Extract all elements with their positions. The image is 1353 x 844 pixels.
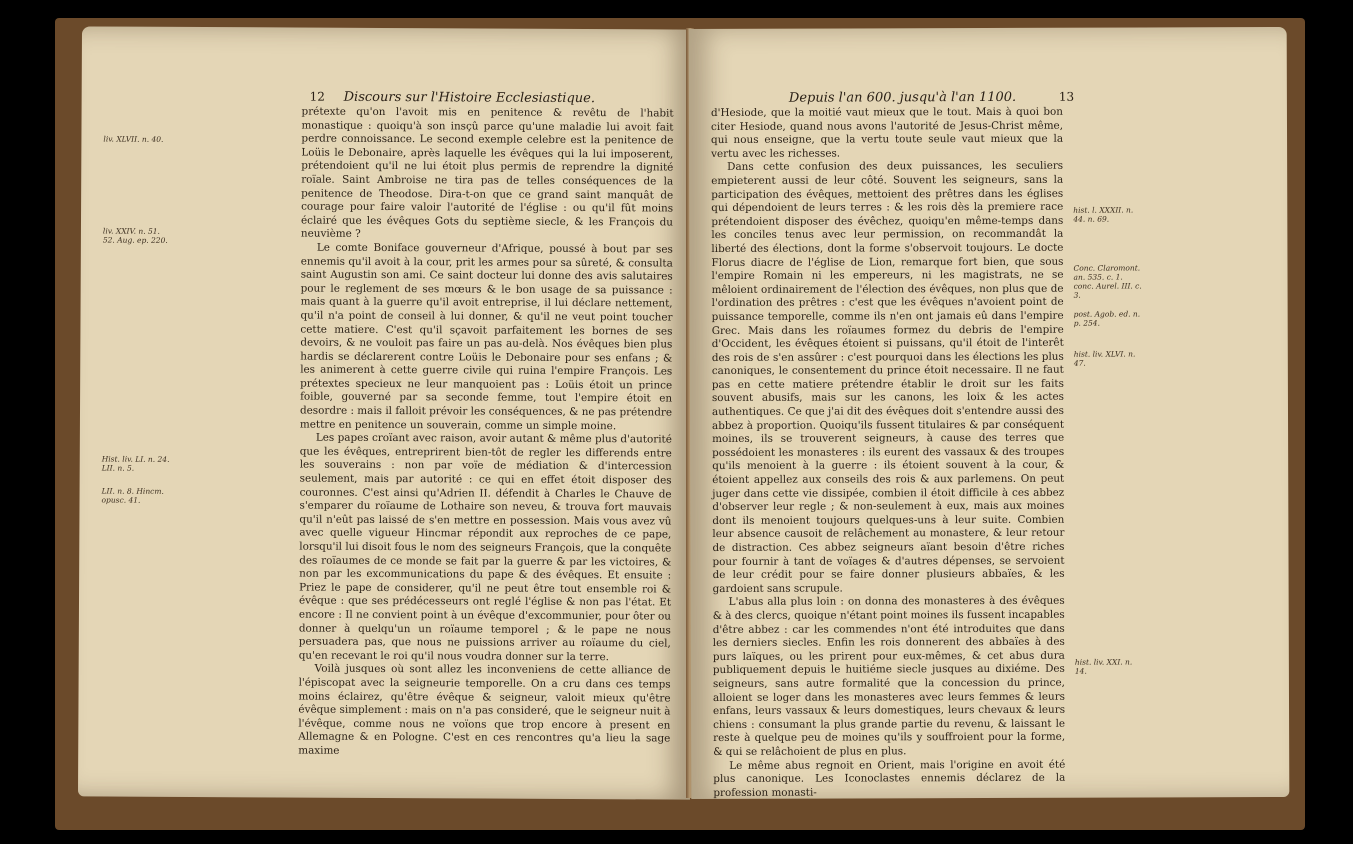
running-head: Depuis l'an 600. jusqu'à l'an 1100. [788, 89, 1017, 106]
running-head: Discours sur l'Histoire Ecclesiastique. [343, 89, 596, 107]
page-number: 13 [1058, 89, 1075, 104]
margin-note: Hist. liv. LI. n. 24. LII. n. 5. [101, 454, 170, 473]
margin-note: LII. n. 8. Hincm. opusc. 41. [101, 486, 164, 505]
paragraph: prétexte qu'on l'avoit mis en penitence & revêtu de l'habit monastique : quoiqu'à son insçû parce qu'une maladie lui avoit fait perdre connoissance. Le second exemple celebre est la penitence de Loüis le Debonaire, après laquelle les évêques qui la lui imposerent, prétendoient qu'il ne lui étoit plus permis de reprendre la dignité roïale. Saint Ambroise ne tira pas de telles conséquences de la penitence de Theodose. Dira-t-on que ce grand saint manquât de courage pour faire valoir l'autorité de l'église : ou qu'il fût moins éclairé que les évêques Gots du septième siecle, & les François du neuvième ? [300, 105, 674, 241]
margin-note: hist. liv. XLVI. n. 47. [1073, 349, 1136, 368]
margin-note: post. Agob. ed. n. p. 254. [1073, 309, 1141, 328]
paragraph: Le même abus regnoit en Orient, mais l'origine en avoit été plus canonique. Les Iconoclastes ennemis déclarez de la profession monasti- [713, 758, 1066, 799]
paragraph: Voilà jusques où sont allez les inconveniens de cette alliance de l'épiscopat avec la seigneurie temporelle. On a cru dans ces temps moins éclairez, qu'être évêque & seigneur, valoit mieux qu'être évêque simplement : mais on n'a pas consideré, que le seigneur nuit à l'évêque, comme nous ne voïons que trop encore à present en Allemagne & en Pologne. C'est en ces rencontres qu'a lieu la sage maxime [298, 662, 671, 757]
margin-note: Conc. Claromont. an. 535. c. 1. conc. Aurel. III. c. 3. [1073, 263, 1142, 300]
right-page [689, 27, 1290, 799]
paragraph: d'Hesiode, que la moitié vaut mieux que le tout. Mais à quoi bon citer Hesiode, quand nous avons l'autorité de Jesus-Christ même, qui nous enseigne, que la vertu toute seule vaut mieux que la vertu avec les richesses. [710, 105, 1064, 160]
paragraph: Les papes croïant avec raison, avoir autant & même plus d'autorité que les évêques, entreprirent bien-tôt de regler les differends entre les souverains : non par voïe de médiation & d'intercession seulement, mais par autorité : ce qui en effet étoit disposer des couronnes. C'est ainsi qu'Adrien II. défendit à Charles le Chauve de s'emparer du roïaume de Lothaire son neveu, & trouva fort mauvais qu'il n'eût pas laissé de s'en mettre en possession. Mais vous avez vû avec quelle vigueur Hincmar répondit aux reproches de ce pape, lorsqu'il lui disoit fous le nom des seigneurs François, que la conquête des roïaumes de ce monde se fait par la guerre & par les victoires, & non par les excommunications du pape & des évêques. Et ensuite : Priez le pape de considerer, qu'il ne peut être tout ensemble roi & évêque : que ses prédécesseurs ont reglé l'église & non pas l'état. Et encore : Il ne convient point à un évêque d'excommunier, pour ôter ou donner à quelqu'un un roïaume temporel ; & le pape ne nous persuadera pas, que nous ne puissions arriver au roïaume du ciel, qu'en recevant le roi qu'il nous voudra donner sur la terre. [298, 431, 672, 663]
right-body [711, 106, 1065, 799]
margin-note: liv. XLVII. n. 40. [103, 134, 164, 144]
paragraph: Le comte Boniface gouverneur d'Afrique, poussé à bout par ses ennemis qu'il avoit à la cour, prit les armes pour sa sûreté, & consulta saint Augustin son ami. Ce saint docteur lui donne des avis salutaires pour le reglement de ses mœurs & le bon usage de sa puissance : mais quant à la guerre qu'il avoit entreprise, il lui déclare nettement, qu'il n'a point de conseil à lui donner, & qu'il ne veut point toucher cette matiere. C'est qu'il sçavoit parfaitement les bornes de ses devoirs, & ne vouloit pas faire un pas au-delà. Nos évêques bien plus hardis se déclarerent contre Loüis le Debonaire pour ses enfans ; & les animerent à cette guerre civile qui ruina l'empire François. Les prétextes specieux ne leur manquoient pas : Loüis étoit un prince foible, gouverné par sa seconde femme, tout l'empire étoit en desordre : mais il falloit prévoir les conséquences, & ne pas prétendre mettre en penitence un souverain, comme un simple moine. [299, 241, 673, 432]
margin-note: liv. XXIV. n. 51. 52. Aug. ep. 220. [102, 226, 168, 245]
margin-note: hist. l. XXXII. n. 44. n. 69. [1073, 205, 1134, 224]
left-page [78, 26, 694, 799]
page-number: 12 [309, 89, 325, 104]
paragraph: Dans cette confusion des deux puissances, les seculiers empieterent aussi de leur côté. Souvent les seigneurs, sans la participation des évêques, mettoient des prêtres dans les églises qui dépendoient de leurs terres : & les rois dès la premiere race prétendoient disposer des évêchez, quoiqu'en même-temps dans les conciles tenus avec leur permission, on recommandât la liberté des élections, dont la forme s'observoit toujours. Le docte Florus diacre de l'église de Lion, remarque fort bien, que sous l'empire Romain ni les empereurs, ni les magistrats, ne se mêloient ordinairement de l'élection des évêques, non plus que de l'ordination des prêtres : c'est que les évêques n'avoient point de puissance temporelle, comme ils n'en ont jamais eû dans l'empire Grec. Mais dans les roïaumes formez du debris de l'empire d'Occident, les évêques étoient si puissans, qu'il étoit de l'interêt des rois de s'en assûrer : c'est pourquoi dans les élections les plus canoniques, le consentement du prince étoit necessaire. Il ne faut pas en cette matiere prétendre établir le droit sur les faits souvent abusifs, mais sur les canons, les loix & les actes authentiques. Ce que j'ai dit des évêques doit s'entendre aussi des abbez à proportion. Quoiqu'ils fussent titulaires & par conséquent moines, ils se trouverent seigneurs, à cause des terres que possédoient les monasteres : ils eurent des vassaux & des troupes qu'ils menoient à la guerre : ils étoient souvent à la cour, & étoient appellez aux conseils des rois & aux parlemens. On peut juger dans cette vie dissipée, combien il étoit difficile à ces abbez d'observer leur regle ; & non-seulement à eux, mais aux moines dont ils menoient toujours quelques-uns à leur suite. Combien leur absence causoit de relâchement au monastere, & leur retour de distraction. Ces abbez seigneurs aïant besoin d'être riches pour fournir à tant de voïages & d'autres dépenses, se servoient de leur crédit pour se faire donner plusieurs abbaïes, & les gardoient sans scrupule. [711, 160, 1065, 595]
left-body [298, 106, 673, 760]
margin-note: hist. liv. XXI. n. 14. [1074, 657, 1133, 676]
paragraph: L'abus alla plus loin : on donna des monasteres à des évêques & à des clercs, quoique n'étant point moines ils fussent incapables d'être abbez : car les commendes n'ont été introduites que dans les derniers siecles. Enfin les rois donnerent des abbaïes à des purs laïques, ou les prirent pour eux-mêmes, & cet abus dura publiquement depuis le huitiéme siecle jusques au dixiéme. Des seigneurs, sans autre formalité que la concession du prince, alloient se loger dans les monasteres avec leurs femmes & leurs enfans, leurs vassaux & leurs domestiques, leurs chevaux & leurs chiens : consumant la plus grande partie du revenu, & laissant le reste à quelque peu de moines qu'ils y souffroient pour la forme, & qui se relâchoient de plus en plus. [712, 595, 1066, 758]
